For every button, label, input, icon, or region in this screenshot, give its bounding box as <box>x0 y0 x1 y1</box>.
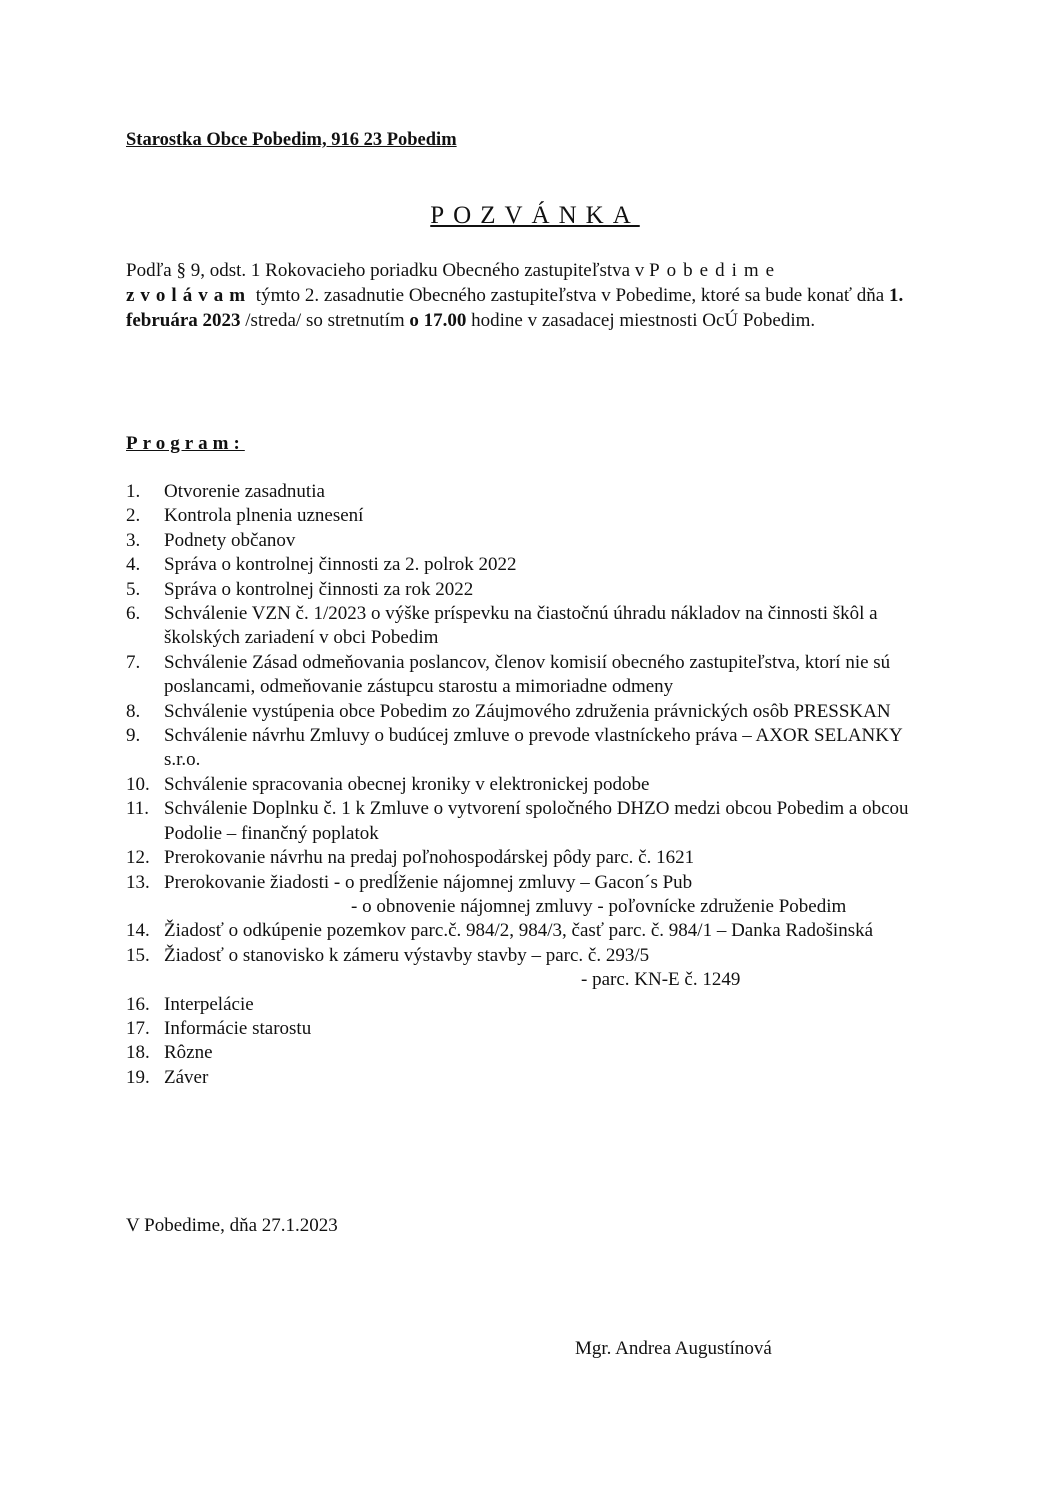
agenda-item-text: Schválenie vystúpenia obce Pobedim zo Záujmového združenia právnických osôb PRESSKAN <box>164 700 891 722</box>
agenda-item <box>126 1017 926 1041</box>
intro-place: Pobedime <box>649 260 782 281</box>
agenda-item-number: 4. <box>126 554 141 576</box>
agenda-item-number: 6. <box>126 603 141 625</box>
agenda-item <box>126 797 926 846</box>
agenda-item-number: 5. <box>126 578 141 600</box>
program-label: Program: <box>126 433 245 454</box>
agenda-item-number: 7. <box>126 651 141 673</box>
agenda-item-text: Otvorenie zasadnutia <box>164 481 325 502</box>
agenda-item-text: Záver <box>164 1066 209 1088</box>
agenda-item <box>126 553 926 577</box>
agenda-item-subtext: - parc. KN-E č. 1249 <box>581 969 741 991</box>
agenda-item-text: Správa o kontrolnej činnosti za rok 2022 <box>164 578 474 600</box>
agenda-item-text: Kontrola plnenia uznesení <box>164 505 364 527</box>
agenda-item-number: 14. <box>126 920 150 942</box>
agenda-item-text: Prerokovanie návrhu na predaj poľnohospodárskej pôdy parc. č. 1621 <box>164 847 695 869</box>
intro-verb: zvolávam <box>126 285 252 306</box>
agenda-item-text: Žiadosť o stanovisko k zámeru výstavby stavby – parc. č. 293/5 <box>164 944 650 966</box>
agenda-item-number: 13. <box>126 871 150 893</box>
agenda-item-text: Schválenie návrhu Zmluvy o budúcej zmluve o prevode vlastníckeho práva – AXOR SELANKY s.r.o. <box>164 725 903 771</box>
agenda-item <box>126 1066 926 1090</box>
meeting-time: o 17.00 <box>409 310 467 331</box>
document-header: Starostka Obce Pobedim, 916 23 Pobedim <box>126 130 457 150</box>
agenda-item-text: Rôzne <box>164 1042 213 1064</box>
agenda-item <box>126 919 926 943</box>
meeting-date: 1. februára 2023 <box>126 285 904 331</box>
agenda-item-number: 12. <box>126 847 150 869</box>
agenda-item-number: 19. <box>126 1066 150 1088</box>
intro-text-3: /streda/ so stretnutím <box>240 310 410 331</box>
agenda-item <box>126 602 926 651</box>
agenda-item-text: Prerokovanie žiadosti - o predĺženie nájomnej zmluvy – Gacon´s Pub <box>164 871 693 893</box>
signature: Mgr. Andrea Augustínová <box>575 1338 772 1359</box>
intro-text-4: hodine v zasadacej miestnosti OcÚ Pobedim. <box>466 310 816 331</box>
agenda-item <box>126 700 926 724</box>
agenda-item-number: 9. <box>126 725 141 747</box>
agenda-item <box>126 1041 926 1065</box>
intro-text-2: týmto 2. zasadnutie Obecného zastupiteľstva v Pobedime, ktoré sa bude konať dňa <box>251 285 889 306</box>
agenda-item-number: 3. <box>126 529 141 551</box>
agenda-item-text: Správa o kontrolnej činnosti za 2. polrok 2022 <box>164 554 517 576</box>
agenda-item-text: Informácie starostu <box>164 1017 312 1039</box>
agenda-item <box>126 651 926 700</box>
agenda-item-number: 10. <box>126 773 150 795</box>
agenda-item-text: Podnety občanov <box>164 529 296 551</box>
document-title: POZVÁNKA <box>430 202 640 229</box>
agenda-item <box>126 993 926 1017</box>
agenda-item <box>126 944 926 993</box>
agenda-item <box>126 724 926 773</box>
agenda-item <box>126 529 926 553</box>
agenda-item <box>126 773 926 797</box>
agenda-item-number: 8. <box>126 700 141 722</box>
agenda-item-number: 15. <box>126 944 150 966</box>
dateline: V Pobedime, dňa 27.1.2023 <box>126 1215 338 1236</box>
agenda-item-subtext: - o obnovenie nájomnej zmluvy - poľovnícke združenie Pobedim <box>351 895 847 917</box>
agenda-item <box>126 578 926 602</box>
agenda-item-text: Interpelácie <box>164 993 254 1015</box>
agenda-item <box>126 504 926 528</box>
intro-paragraph <box>126 258 934 333</box>
agenda-item-number: 18. <box>126 1042 150 1064</box>
agenda-item-text: Schválenie Zásad odmeňovania poslancov, členov komisií obecného zastupiteľstva, ktorí nie sú poslancami, odmeňovanie zástupcu starostu a mimoriadne odmeny <box>164 651 891 698</box>
agenda-item-text: Schválenie VZN č. 1/2023 o výške príspevku na čiastočnú úhradu nákladov na činnosti škôl a školských zariadení v obci Pobedim <box>164 603 878 649</box>
agenda-item <box>126 480 926 504</box>
agenda-item-number: 16. <box>126 993 150 1015</box>
agenda-item <box>126 846 926 870</box>
agenda-item-number: 2. <box>126 505 141 527</box>
agenda-item <box>126 871 926 920</box>
intro-text-1: Podľa § 9, odst. 1 Rokovacieho poriadku Obecného zastupiteľstva v <box>126 260 650 281</box>
agenda-item-text: Žiadosť o odkúpenie pozemkov parc.č. 984/2, 984/3, časť parc. č. 984/1 – Danka Radošinská <box>164 920 874 942</box>
agenda-list <box>126 480 926 1090</box>
agenda-item-text: Schválenie Doplnku č. 1 k Zmluve o vytvorení spoločného DHZO medzi obcou Pobedim a obcou Podolie – finančný poplatok <box>164 798 909 844</box>
agenda-item-number: 1. <box>126 481 141 502</box>
agenda-item-text: Schválenie spracovania obecnej kroniky v elektronickej podobe <box>164 773 650 795</box>
agenda-item-number: 17. <box>126 1017 150 1039</box>
agenda-item-number: 11. <box>126 798 150 820</box>
